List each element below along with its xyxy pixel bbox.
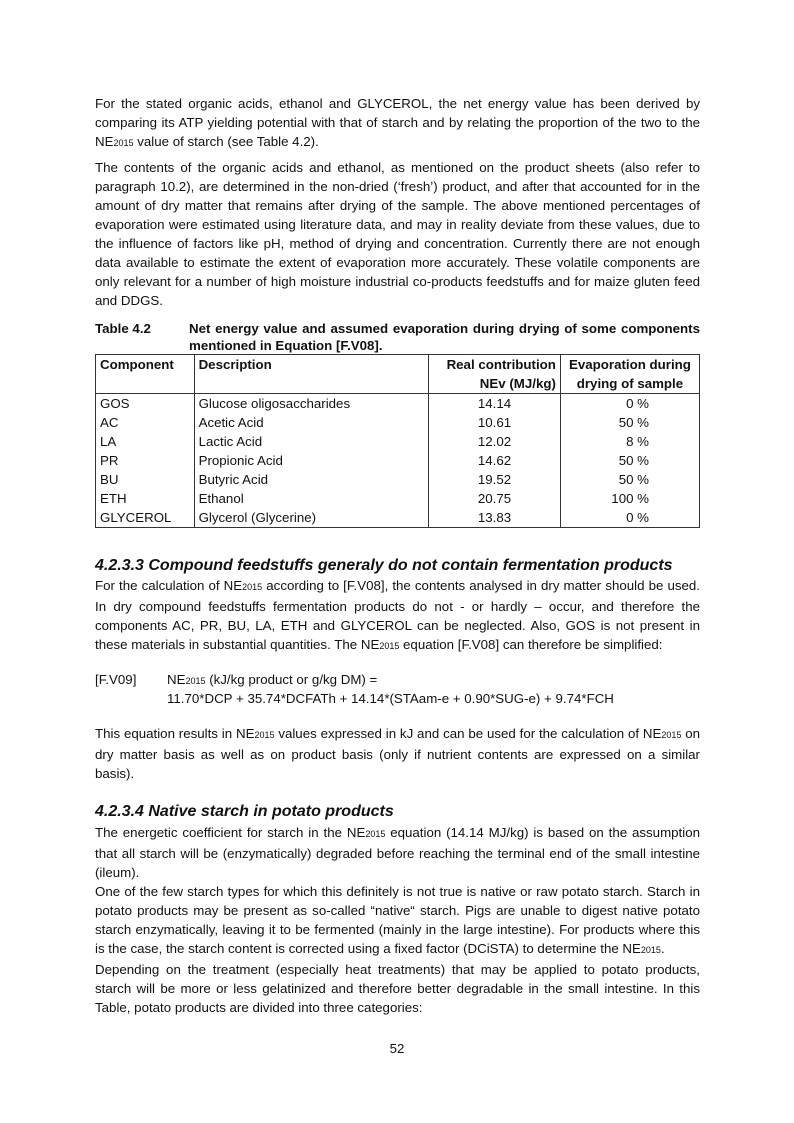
cell-evaporation: 50 % <box>560 451 699 470</box>
cell-component: GLYCEROL <box>96 508 195 528</box>
cell-evaporation: 100 % <box>560 489 699 508</box>
cell-component: ETH <box>96 489 195 508</box>
intro-paragraph-1: For the stated organic acids, ethanol and GLYCEROL, the net energy value has been derived by comparing its ATP yielding potential with that of starch and by relating the proportion of the two to the NE2015 value of starch (see Table 4.2). <box>95 96 700 149</box>
cell-description: Ethanol <box>194 489 429 508</box>
section-4234-paragraph-1: The energetic coefficient for starch in the NE2015 equation (14.14 MJ/kg) is based on the assumption that all starch will be (enzymatically) degraded before reaching the terminal end of the small intestine (ileum). <box>95 825 700 880</box>
cell-component: PR <box>96 451 195 470</box>
table-caption <box>95 320 700 354</box>
cell-description: Butyric Acid <box>194 470 429 489</box>
page-number: 52 <box>389 1041 405 1056</box>
cell-description: Propionic Acid <box>194 451 429 470</box>
cell-evaporation: 50 % <box>560 413 699 432</box>
section-4233-paragraph: For the calculation of NE2015 according to [F.V08], the contents analysed in dry matter should be used. In dry compound feedstuffs fermentation products do not - or hardly – occur, and therefore the components AC, PR, BU, LA, ETH and GLYCEROL can be neglected. Also, GOS is not present in these materials in substantial quantities. The NE2015 equation [F.V08] can therefore be simplified: <box>95 578 700 652</box>
data-table <box>95 354 700 528</box>
header-description: Description <box>194 355 429 394</box>
section-4233-paragraph-2: This equation results in NE2015 values expressed in kJ and can be used for the calculation of NE2015 on dry matter basis as well as on product basis (only if nutrient contents are expressed on a similar basis). <box>95 726 700 781</box>
cell-nev: 14.62 <box>429 451 561 470</box>
table-row <box>96 432 700 451</box>
section-4234-paragraph-3: Depending on the treatment (especially heat treatments) that may be applied to potato products, starch will be more or less gelatinized and therefore better degradable in the small intestine. In this Table, potato products are divided into three categories: <box>95 962 700 1015</box>
table-row <box>96 451 700 470</box>
cell-nev: 10.61 <box>429 413 561 432</box>
header-component: Component <box>96 355 195 394</box>
table-row <box>96 508 700 528</box>
cell-description: Lactic Acid <box>194 432 429 451</box>
table-caption-text: Net energy value and assumed evaporation during drying of some components mentioned in Equation [F.V08]. <box>189 321 700 353</box>
equation-line-2: 11.70*DCP + 35.74*DCFATh + 14.14*(STAam-e + 0.90*SUG-e) + 9.74*FCH <box>167 691 614 706</box>
cell-nev: 13.83 <box>429 508 561 528</box>
cell-nev: 14.14 <box>429 394 561 414</box>
equation-line-1: NE2015 (kJ/kg product or g/kg DM) = <box>167 672 378 687</box>
cell-evaporation: 8 % <box>560 432 699 451</box>
table-header-row <box>96 355 700 394</box>
section-heading-4234: 4.2.3.4 Native starch in potato products <box>95 803 394 820</box>
cell-description: Glycerol (Glycerine) <box>194 508 429 528</box>
table-4-2 <box>95 320 700 528</box>
section-4234-paragraph-2: One of the few starch types for which this definitely is not true is native or raw potato starch. Starch in potato products may be present as so-called “native“ starch. Pigs are unable to digest native potato starch enzymatically, leaving it to be fermented (mainly in the large intestine). For products where this is the case, the starch content is corrected using a fixed factor (DCiSTA) to determine the NE2015. <box>95 884 700 956</box>
section-4234-body <box>95 823 700 1017</box>
cell-nev: 19.52 <box>429 470 561 489</box>
header-nev: Real contribution NEv (MJ/kg) <box>429 355 561 394</box>
intro-paragraph-2: The contents of the organic acids and ethanol, as mentioned on the product sheets (also refer to paragraph 10.2), are determined in the non-dried (‘fresh’) product, and after that accounted for in the amount of dry matter that remains after drying of the sample. The above mentioned percentages of evaporation were estimated using literature data, and may in reality deviate from these values, due to the influence of factors like pH, method of drying and concentration. Currently there are not enough data available to estimate the extent of evaporation more accurately. These volatile components are only relevant for a number of high moisture industrial co-products feedstuffs and for maize gluten feed and DDGS. <box>95 160 700 308</box>
table-row <box>96 489 700 508</box>
cell-component: LA <box>96 432 195 451</box>
equation-fv09 <box>95 671 700 708</box>
cell-component: BU <box>96 470 195 489</box>
cell-evaporation: 0 % <box>560 508 699 528</box>
cell-nev: 12.02 <box>429 432 561 451</box>
cell-evaporation: 0 % <box>560 394 699 414</box>
equation-label: [F.V09] <box>95 672 137 687</box>
header-evaporation: Evaporation during drying of sample <box>560 355 699 394</box>
cell-component: AC <box>96 413 195 432</box>
table-row <box>96 413 700 432</box>
table-row <box>96 394 700 414</box>
section-heading-4233: 4.2.3.3 Compound feedstuffs generaly do not contain fermentation products <box>95 557 673 574</box>
cell-component: GOS <box>96 394 195 414</box>
table-caption-label: Table 4.2 <box>95 321 151 336</box>
cell-nev: 20.75 <box>429 489 561 508</box>
cell-description: Acetic Acid <box>194 413 429 432</box>
table-row <box>96 470 700 489</box>
cell-evaporation: 50 % <box>560 470 699 489</box>
cell-description: Glucose oligosaccharides <box>194 394 429 414</box>
